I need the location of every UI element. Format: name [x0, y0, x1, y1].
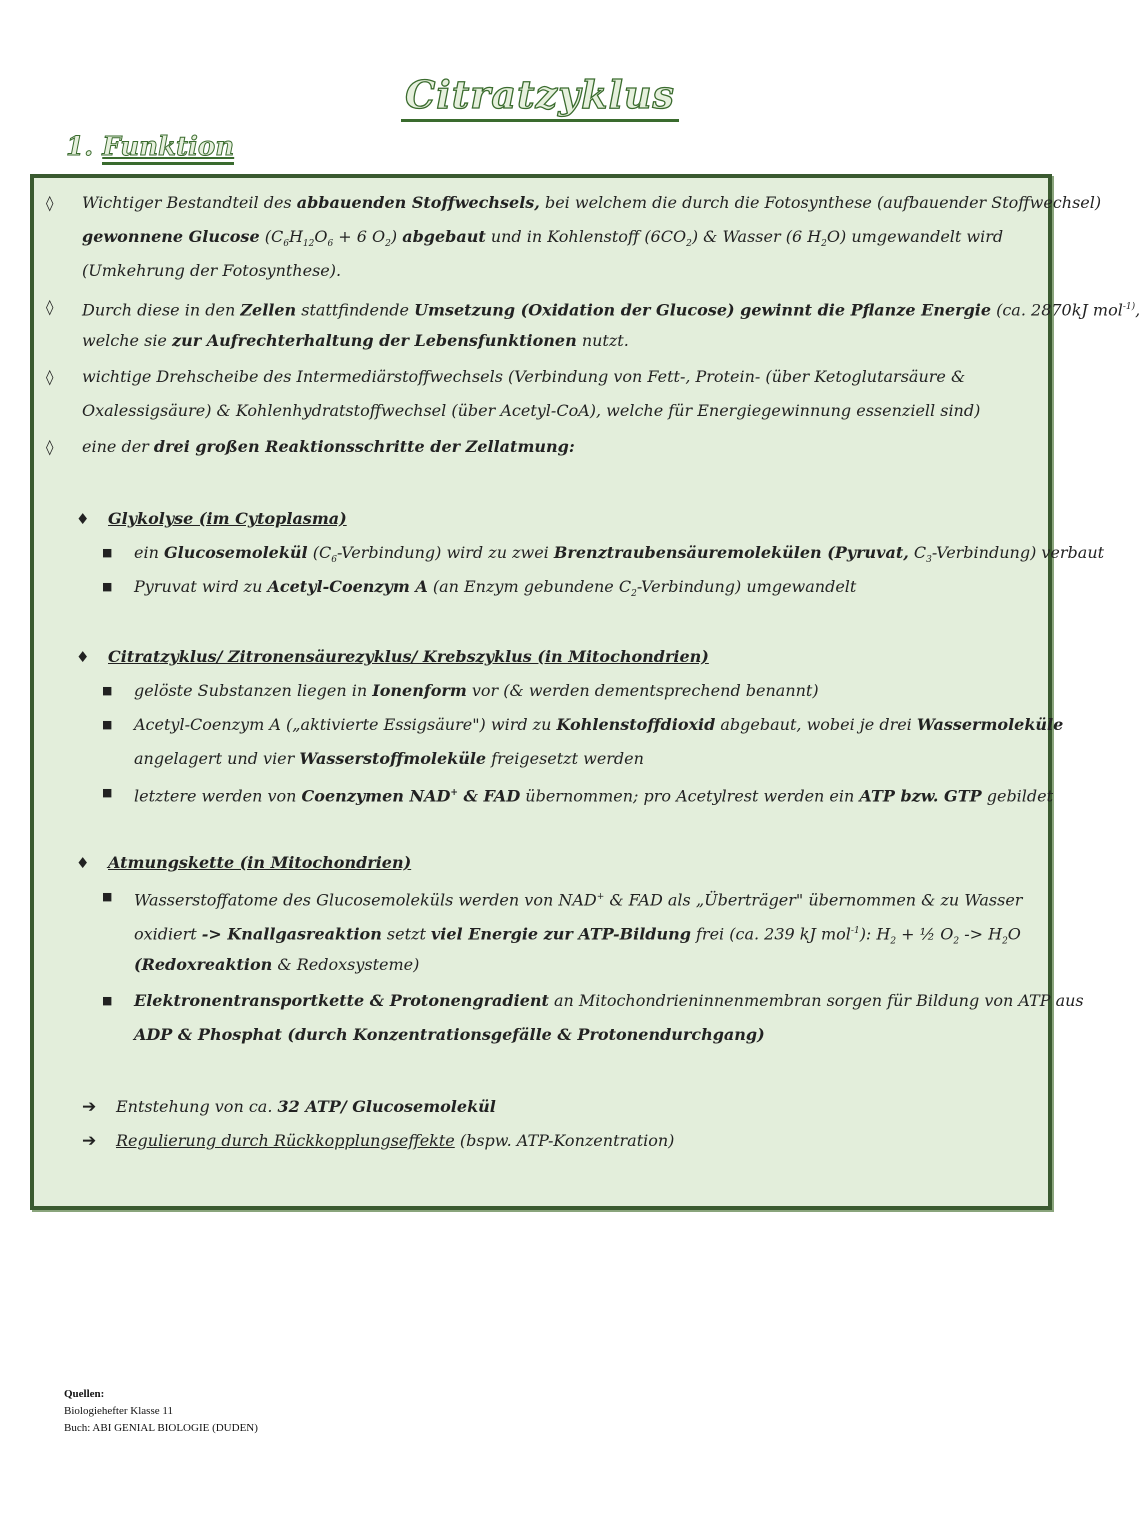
arrow-right-icon: ➔ [82, 1097, 97, 1117]
glykolyse-item-1: ein Glucosemolekül $(C_6-Verbindung)$ wird zu zwei Brenztraubensäuremolekülen (Pyruvat, $C_3-Verbindung$) verbaut [134, 543, 1105, 566]
square-bullet-icon: ■ [102, 684, 113, 697]
atmungskette-item-1-line1: Wasserstoffatome des Glucosemoleküls werden von NAD+ & FAD als „Überträger" übernommen & zu Wasser [134, 890, 1023, 910]
citratzyklus-item-1: gelöste Substanzen liegen in Ionenform vor (& werden dementsprechend benannt) [134, 681, 819, 700]
p2-line2: welche sie zur Aufrechterhaltung der Lebensfunktionen nutzt. [82, 331, 629, 350]
glykolyse-item-2: Pyruvat wird zu Acetyl-Coenzym A (an Enzym gebundene $C_2-Verbindung$) umgewandelt [134, 577, 857, 600]
atmungskette-item-1-line2: oxidiert -> Knallgasreaktion setzt viel Energie zur ATP-Bildung frei (ca. 239 kJ mol$^{-1}$): $H_2$ + ½ $O_2 -> H_2O$ [134, 924, 1021, 947]
p1-line1: Wichtiger Bestandteil des abbauenden Stoffwechsels, bei welchem die durch die Fotosynthese (aufbauender Stoffwechsel) [82, 193, 1102, 212]
source-item: Buch: ABI GENIAL BIOLOGIE (DUDEN) [64, 1422, 258, 1434]
square-bullet-icon: ■ [102, 994, 113, 1007]
citratzyklus-item-2-line1: Acetyl-Coenzym A („aktivierte Essigsäure") wird zu Kohlenstoffdioxid abgebaut, wobei je drei Wassermoleküle [134, 715, 1064, 734]
citratzyklus-item-2-line2: angelagert und vier Wasserstoffmoleküle freigesetzt werden [134, 749, 644, 768]
p4-line: eine der drei großen Reaktionsschritte der Zellatmung: [82, 437, 575, 456]
diamond-filled-bullet-icon: ♦ [76, 854, 90, 872]
sources-heading: Quellen: [64, 1388, 105, 1400]
square-bullet-icon: ■ [102, 890, 113, 903]
diamond-outline-bullet-icon: ◊ [46, 438, 54, 456]
citratzyklus-heading: Citratzyklus/ Zitronensäurezyklus/ Krebszyklus (in Mitochondrien) [108, 647, 709, 666]
p2-line1: Durch diese in den Zellen stattfindende Umsetzung (Oxidation der Glucose) gewinnt die Pflanze Energie (ca. 2870kJ mol$^{-1)}$, [82, 300, 1140, 320]
p1-line3: (Umkehrung der Fotosynthese). [82, 261, 342, 280]
square-bullet-icon: ■ [102, 718, 113, 731]
square-bullet-icon: ■ [102, 786, 113, 799]
sources [64, 1386, 258, 1437]
p3-line1: wichtige Drehscheibe des Intermediärstoffwechsels (Verbindung von Fett-, Protein- (über Ketoglutarsäure & [82, 367, 966, 386]
diamond-filled-bullet-icon: ♦ [76, 648, 90, 666]
diamond-outline-bullet-icon: ◊ [46, 194, 54, 212]
diamond-filled-bullet-icon: ♦ [76, 510, 90, 528]
p1-line2: gewonnene Glucose ($C_6H_{12}O_6 + 6$ $O_2$) abgebaut und in Kohlenstoff $(6CO_2)$ & Wasser (6 $H_2O$) umgewandelt wird [82, 227, 1004, 250]
atmungskette-item-2-line1: Elektronentransportkette & Protonengradient an Mitochondrieninnenmembran sorgen für Bildung von ATP aus [134, 991, 1084, 1010]
square-bullet-icon: ■ [102, 546, 113, 559]
atmungskette-heading: Atmungskette (in Mitochondrien) [108, 853, 412, 872]
atmungskette-item-2-line2: ADP & Phosphat (durch Konzentrationsgefälle & Protonendurchgang) [134, 1025, 765, 1044]
atmungskette-item-1-line3: (Redoxreaktion & Redoxsysteme) [134, 955, 420, 974]
arrow-right-icon: ➔ [82, 1131, 97, 1151]
summary-atp: Entstehung von ca. 32 ATP/ Glucosemolekül [116, 1097, 496, 1116]
diamond-outline-bullet-icon: ◊ [46, 368, 54, 386]
diamond-outline-bullet-icon: ◊ [46, 298, 54, 316]
square-bullet-icon: ■ [102, 580, 113, 593]
citratzyklus-item-3: letztere werden von Coenzymen NAD+ & FAD übernommen; pro Acetylrest werden ein ATP bzw. GTP gebildet [134, 786, 1054, 806]
source-item: Biologiehefter Klasse 11 [64, 1405, 173, 1417]
page-title: Citratzyklus [0, 72, 1080, 117]
section-heading: 1. Funktion [66, 132, 234, 162]
summary-regulation: Regulierung durch Rückkopplungseffekte (bspw. ATP-Konzentration) [116, 1131, 675, 1150]
content-panel [30, 174, 1140, 1210]
p3-line2: Oxalessigsäure) & Kohlenhydratstoffwechsel (über Acetyl-CoA), welche für Energiegewinnung essenziell sind) [82, 401, 981, 420]
glykolyse-heading: Glykolyse (im Cytoplasma) [108, 509, 347, 528]
